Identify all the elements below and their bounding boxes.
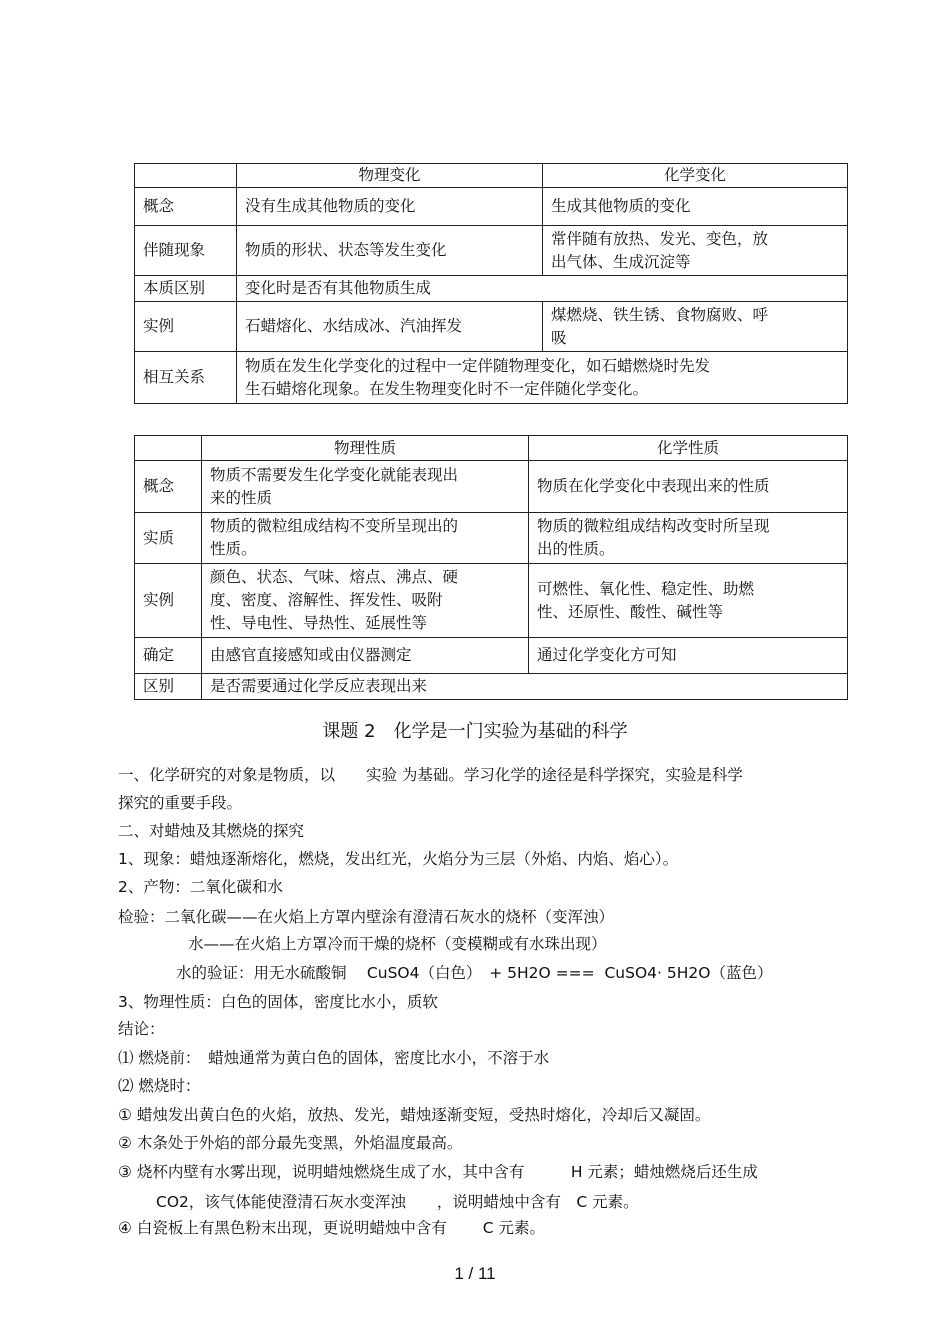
cell-line: 可燃性、氧化性、稳定性、助燃	[537, 579, 755, 598]
row-label: 实例	[135, 302, 237, 352]
cell-line: 物质的微粒组成结构不变所呈现出的	[210, 517, 459, 535]
body-line: 水——在火焰上方罩冷而干燥的烧杯（变模糊或有水珠出现）	[188, 935, 607, 953]
table-header-chemical-change: 化学变化	[543, 164, 848, 188]
body-line: 二、对蜡烛及其燃烧的探究	[118, 822, 305, 840]
section-title: 课题 2 化学是一门实验为基础的科学	[322, 721, 628, 742]
table-row	[135, 302, 848, 352]
cell-line: 性质。	[210, 540, 257, 558]
table-cell	[543, 226, 848, 276]
table-cell	[202, 513, 529, 564]
row-label: 概念	[135, 461, 202, 513]
table-cell	[529, 513, 848, 564]
row-label: 相互关系	[135, 352, 237, 404]
cell-line: 性、还原性、酸性、碱性等	[537, 602, 724, 621]
physical-chemical-property-table	[134, 435, 848, 700]
body-line: CO2，该气体能使澄清石灰水变浑浊 ，说明蜡烛中含有 C 元素。	[156, 1193, 639, 1211]
row-label: 概念	[135, 188, 237, 226]
table-header-chemical-property: 化学性质	[529, 436, 848, 461]
cell-line: 常伴随有放热、发光、变色，放	[551, 229, 769, 248]
row-label: 区别	[135, 674, 202, 700]
table-cell	[202, 564, 529, 638]
body-line: ⑵ 燃烧时：	[118, 1077, 201, 1095]
table-cell: 通过化学变化方可知	[529, 638, 848, 674]
body-line: ③ 烧杯内壁有水雾出现，说明蜡烛燃烧生成了水，其中含有 H 元素；蜡烛燃烧后还生成	[118, 1163, 758, 1181]
page-number: 1 / 11	[454, 1264, 496, 1283]
table-cell: 石蜡熔化、水结成冰、汽油挥发	[237, 302, 543, 352]
cell-line: 出气体、生成沉淀等	[551, 252, 691, 271]
cell-line: 物质的微粒组成结构改变时所呈现	[537, 517, 770, 535]
row-label: 确定	[135, 638, 202, 674]
body-line: 结论：	[118, 1020, 165, 1038]
table-cell: 物质在化学变化中表现出来的性质	[529, 461, 848, 513]
body-line: 一、化学研究的对象是物质，以 实验 为基础。学习化学的途径是科学探究，实验是科学	[118, 766, 743, 784]
table-cell: 由感官直接感知或由仪器测定	[202, 638, 529, 674]
table-cell	[202, 461, 529, 513]
table-row	[135, 188, 848, 226]
table-header-physical-change: 物理变化	[237, 164, 543, 188]
body-line: 2、产物：二氧化碳和水	[118, 878, 283, 896]
table-row	[135, 461, 848, 513]
table-row	[135, 564, 848, 638]
cell-line: 出的性质。	[537, 540, 615, 558]
table-row	[135, 638, 848, 674]
body-line: 水的验证：用无水硫酸铜 CuSO4（白色） + 5H2O === CuSO4· 5H2O（蓝色）	[176, 964, 773, 982]
table-cell: 生成其他物质的变化	[543, 188, 848, 226]
cell-line: 吸	[551, 328, 567, 347]
cell-line: 物质在发生化学变化的过程中一定伴随物理变化，如石蜡燃烧时先发	[245, 356, 711, 375]
body-line: 检验：二氧化碳——在火焰上方罩内壁涂有澄清石灰水的烧杯（变浑浊）	[118, 908, 615, 926]
table-cell: 是否需要通过化学反应表现出来	[202, 674, 848, 700]
table-header-empty	[135, 436, 202, 461]
body-line: 1、现象：蜡烛逐渐熔化，燃烧，发出红光，火焰分为三层（外焰、内焰、焰心）。	[118, 850, 679, 868]
table-header-empty	[135, 164, 237, 188]
table-row	[135, 226, 848, 276]
body-line: ⑴ 燃烧前： 蜡烛通常为黄白色的固体，密度比水小，不溶于水	[118, 1049, 550, 1067]
table-cell: 没有生成其他物质的变化	[237, 188, 543, 226]
table-row	[135, 513, 848, 564]
table-header-physical-property: 物理性质	[202, 436, 529, 461]
row-label: 实质	[135, 513, 202, 564]
body-line: ① 蜡烛发出黄白色的火焰，放热、发光，蜡烛逐渐变短，受热时熔化，冷却后又凝固。	[118, 1106, 711, 1124]
table-cell: 物质的形状、状态等发生变化	[237, 226, 543, 276]
cell-line: 颜色、状态、气味、熔点、沸点、硬	[210, 568, 459, 586]
cell-line: 性、导电性、导热性、延展性等	[210, 614, 428, 632]
cell-line: 物质不需要发生化学变化就能表现出	[210, 465, 459, 484]
row-label: 本质区别	[135, 276, 237, 302]
table-cell: 变化时是否有其他物质生成	[237, 276, 848, 302]
body-line: 探究的重要手段。	[118, 794, 243, 812]
cell-line: 生石蜡熔化现象。在发生物理变化时不一定伴随化学变化。	[245, 379, 649, 398]
body-line: ④ 白瓷板上有黑色粉末出现，更说明蜡烛中含有 C 元素。	[118, 1219, 546, 1237]
table-cell	[543, 302, 848, 352]
table-row	[135, 674, 848, 700]
row-label: 实例	[135, 564, 202, 638]
table-row	[135, 276, 848, 302]
body-line: ② 木条处于外焰的部分最先变黑，外焰温度最高。	[118, 1134, 463, 1152]
table-cell	[529, 564, 848, 638]
body-line: 3、物理性质：白色的固体，密度比水小，质软	[118, 993, 438, 1011]
physical-chemical-change-table	[134, 163, 848, 404]
table-cell	[237, 352, 848, 404]
table-row	[135, 352, 848, 404]
row-label: 伴随现象	[135, 226, 237, 276]
cell-line: 度、密度、溶解性、挥发性、吸附	[210, 591, 443, 609]
cell-line: 煤燃烧、铁生锈、食物腐败、呼	[551, 305, 769, 324]
cell-line: 来的性质	[210, 488, 273, 507]
